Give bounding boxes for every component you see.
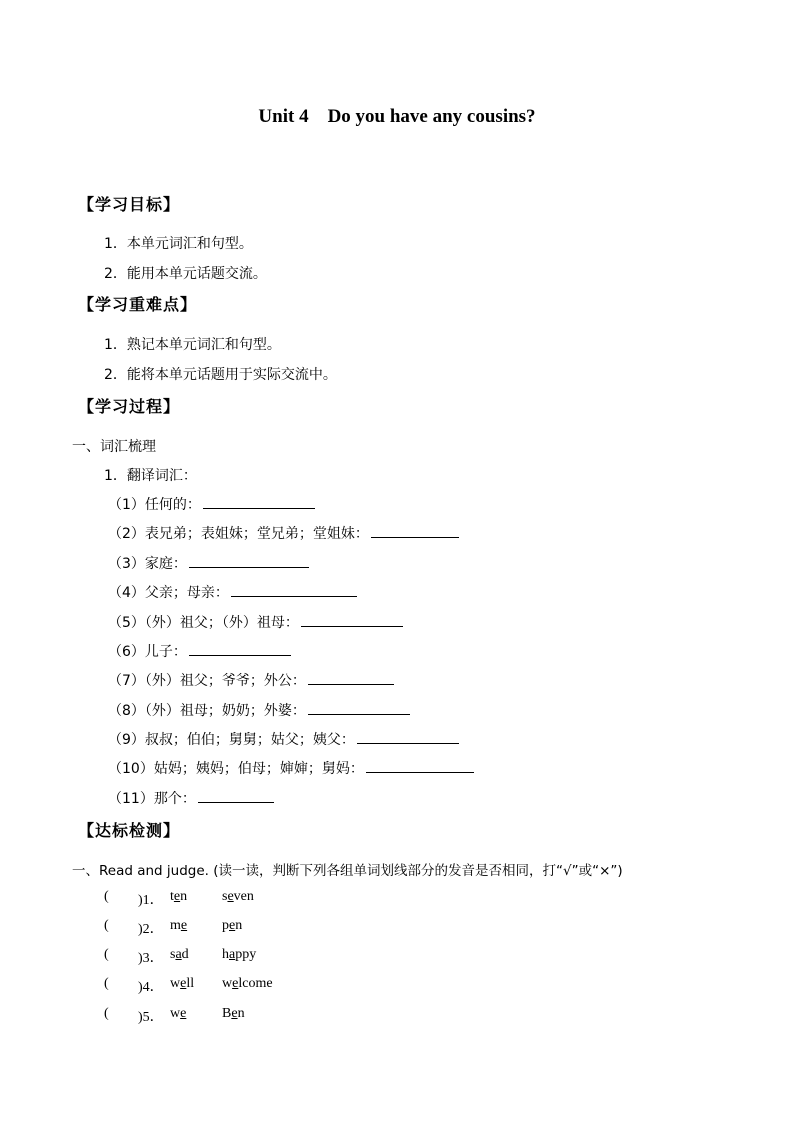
- key-point-item: 1．熟记本单元词汇和句型。: [104, 337, 281, 353]
- word-a: sad: [170, 947, 189, 962]
- page-title: Unit 4 Do you have any cousins?: [258, 106, 536, 127]
- answer-paren[interactable]: (: [104, 947, 109, 962]
- section-heading-key-points: 【学习重难点】: [78, 295, 198, 314]
- vocab-prompt: （8）（外）祖母；奶奶；外婆：: [108, 703, 306, 719]
- goal-item: 2．能用本单元话题交流。: [104, 266, 267, 282]
- vocab-item: [108, 553, 309, 573]
- section-heading-check: 【达标检测】: [78, 821, 181, 840]
- answer-blank[interactable]: [371, 523, 459, 538]
- vocab-item: [108, 729, 459, 749]
- word-b: seven: [222, 889, 254, 904]
- vocab-item: [108, 670, 394, 690]
- answer-blank[interactable]: [301, 612, 403, 627]
- answer-paren[interactable]: (: [104, 976, 109, 991]
- vocab-item: [108, 494, 315, 514]
- section-heading-goals: 【学习目标】: [78, 195, 181, 214]
- vocab-prompt: （5）（外）祖父；（外）祖母：: [108, 615, 299, 631]
- answer-blank[interactable]: [189, 553, 309, 568]
- answer-blank[interactable]: [366, 758, 474, 773]
- word-b: welcome: [222, 976, 273, 991]
- vocab-prompt: （10）姑妈；姨妈；伯母；婶婶；舅妈：: [108, 761, 364, 777]
- vocab-prompt: （11）那个：: [108, 791, 196, 807]
- task-heading-translate: 1．翻译词汇：: [104, 468, 197, 484]
- section-heading-process: 【学习过程】: [78, 397, 181, 416]
- answer-blank[interactable]: [308, 670, 394, 685]
- question-number: )1．: [138, 893, 164, 908]
- word-a: we: [170, 1006, 187, 1021]
- answer-paren[interactable]: (: [104, 1006, 109, 1021]
- answer-paren[interactable]: (: [104, 918, 109, 933]
- vocab-prompt: （4）父亲；母亲：: [108, 585, 229, 601]
- vocab-prompt: （9）叔叔；伯伯；舅舅；姑父；姨父：: [108, 732, 355, 748]
- word-a: me: [170, 918, 188, 933]
- key-point-item: 2．能将本单元话题用于实际交流中。: [104, 367, 337, 383]
- answer-blank[interactable]: [231, 582, 357, 597]
- word-b: Ben: [222, 1006, 245, 1021]
- answer-paren[interactable]: (: [104, 889, 109, 904]
- answer-blank[interactable]: [308, 700, 410, 715]
- question-number: )4．: [138, 980, 164, 995]
- vocab-prompt: （1）任何的：: [108, 497, 201, 513]
- goal-item: 1．本单元词汇和句型。: [104, 236, 253, 252]
- vocab-item: [108, 788, 274, 808]
- vocab-prompt: （6）儿子：: [108, 644, 187, 660]
- vocab-prompt: （7）（外）祖父；爷爷；外公：: [108, 673, 306, 689]
- vocab-item: [108, 700, 410, 720]
- vocab-item: [108, 612, 403, 632]
- word-a: well: [170, 976, 195, 991]
- word-b: happy: [222, 947, 257, 962]
- part-heading-vocab: 一、词汇梳理: [72, 439, 156, 455]
- answer-blank[interactable]: [189, 641, 291, 656]
- answer-blank[interactable]: [357, 729, 459, 744]
- vocab-prompt: （2）表兄弟；表姐妹；堂兄弟；堂姐妹：: [108, 526, 369, 542]
- word-b: pen: [222, 918, 243, 933]
- vocab-prompt: （3）家庭：: [108, 556, 187, 572]
- answer-blank[interactable]: [203, 494, 315, 509]
- word-a: ten: [170, 889, 188, 904]
- vocab-item: [108, 582, 357, 602]
- question-number: )3．: [138, 951, 164, 966]
- question-number: )2．: [138, 922, 164, 937]
- exercise-instruction: 一、Read and judge. (读一读，判断下列各组单词划线部分的发音是否相同，打“√”或“×”): [72, 863, 623, 879]
- question-number: )5．: [138, 1010, 164, 1025]
- answer-blank[interactable]: [198, 788, 274, 803]
- vocab-item: [108, 641, 291, 661]
- vocab-item: [108, 523, 459, 543]
- vocab-item: [108, 758, 474, 778]
